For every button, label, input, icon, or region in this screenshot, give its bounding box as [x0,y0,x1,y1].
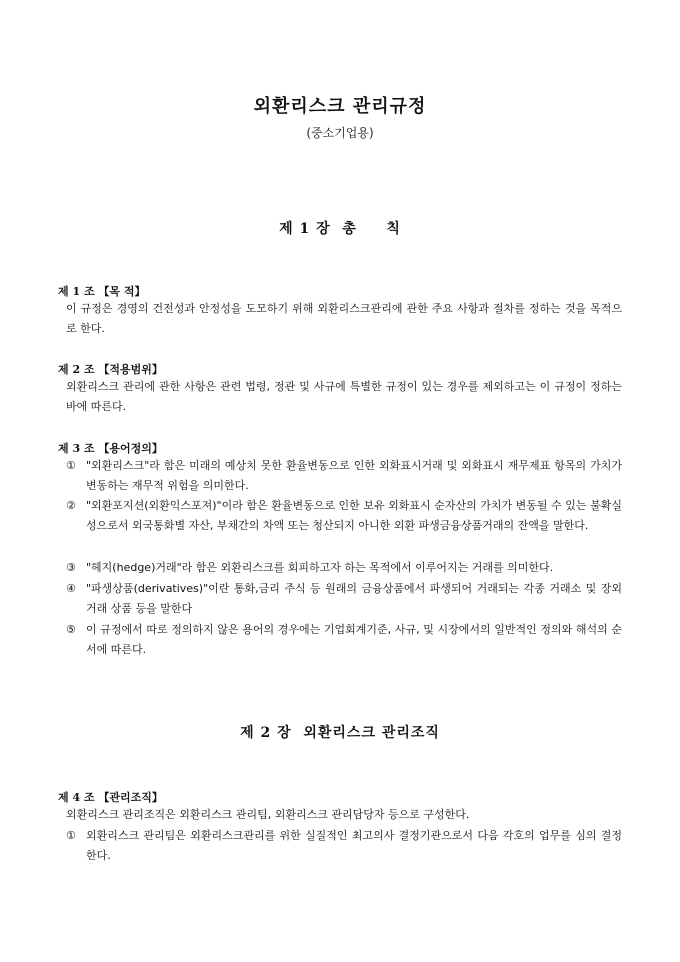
item-text: 이 규정에서 따로 정의하지 않은 용어의 경우에는 기업회계기준, 사규, 및 시장에서의 일반적인 정의와 해석의 순서에 따른다. [86,623,622,656]
article-2-body: 외환리스크 관리에 관한 사항은 관련 법령, 정관 및 사규에 특별한 규정이 있는 경우를 제외하고는 이 규정이 정하는 바에 따른다. [66,380,622,413]
item-text: "파생상품(derivatives)"이란 통화,금리 주식 등 원래의 금융상품에서 파생되어 거래되는 각종 거래소 및 장외거래 상품 등을 말한다 [86,582,622,615]
article-1-body: 이 규정은 경영의 건전성과 안정성을 도모하기 위해 외환리스크관리에 관한 주요 사항과 절차를 정하는 것을 목적으로 한다. [66,302,622,335]
article-3-item-1 [66,456,622,496]
item-marker: ⑤ [66,623,76,636]
article-3-heading: 제 3 조 【용어정의】 [58,442,163,455]
chapter-2-heading: 제 2 장 외환리스크 관리조직 [240,725,440,741]
article-4-item-1 [66,826,622,866]
item-text: "헤지(hedge)거래"라 함은 외환리스크를 회피하고자 하는 목적에서 이루어지는 거래를 의미한다. [86,561,554,574]
item-text: "외환포지션(외환익스포져)"이라 함은 환율변동으로 인한 보유 외화표시 순자산의 가치가 변동될 수 있는 불확실성으로서 외국통화별 자산, 부채간의 차액 또는 청산되지 아니한 외환 파생금융상품거래의 잔액을 말한다. [86,499,622,532]
article-3-item-3 [66,558,622,578]
article-3-item-2 [66,496,622,536]
article-4-heading: 제 4 조 【관리조직】 [58,791,163,804]
chapter-1-heading: 제 1 장 총 칙 [279,221,401,237]
article-3-item-5 [66,620,622,660]
article-4-body: 외환리스크 관리조직은 외환리스크 관리팀, 외환리스크 관리담당자 등으로 구성한다. [66,808,470,821]
item-text: 외환리스크 관리팀은 외환리스크관리를 위한 실질적인 최고의사 결정기관으로서 다음 각호의 업무를 심의 결정한다. [86,829,622,862]
document-title: 외환리스크 관리규정 [253,96,427,117]
article-3-item-4 [66,579,622,619]
item-marker: ① [66,829,76,842]
article-2-heading: 제 2 조 【적용범위】 [58,363,163,376]
item-text: "외환리스크"라 함은 미래의 예상치 못한 환율변동으로 인한 외화표시거래 및 외화표시 재무제표 항목의 가치가 변동하는 재무적 위험을 의미한다. [86,459,622,492]
document-subtitle: (중소기업용) [306,126,374,140]
item-marker: ④ [66,582,76,595]
item-marker: ③ [66,561,76,574]
article-1-heading: 제 1 조 【목 적】 [58,285,146,298]
item-marker: ② [66,499,76,512]
item-marker: ① [66,459,76,472]
